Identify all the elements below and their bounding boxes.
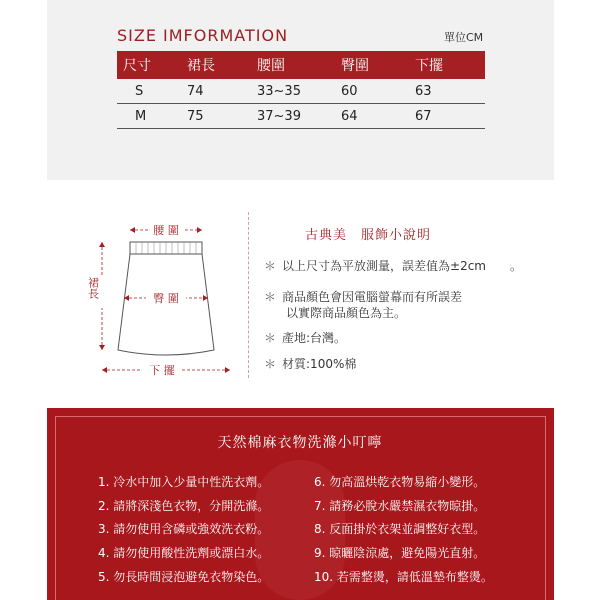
size-table-header: 裙長 <box>187 51 257 79</box>
size-unit-label: 單位CM <box>444 31 484 44</box>
table-cell: 74 <box>187 79 257 104</box>
care-item: 7. 請務必脫水嚴禁濕衣物晾掛。 <box>314 499 486 513</box>
care-item: 4. 請勿使用酸性洗劑或漂白水。 <box>98 546 270 560</box>
asterisk-icon: ＊ <box>264 331 277 345</box>
table-cell: 64 <box>341 104 415 129</box>
care-item: 9. 晾曬陰涼處，避免陽光直射。 <box>314 546 486 560</box>
table-cell: 75 <box>187 104 257 129</box>
size-table-header-row <box>117 51 485 79</box>
size-table-header: 臀圍 <box>341 51 415 79</box>
size-info-title: SIZE IMFORMATION <box>117 26 289 45</box>
table-cell: 37~39 <box>257 104 341 129</box>
hem-label: 下 擺 <box>149 364 175 377</box>
length-label: 裙長 <box>86 277 100 299</box>
notes-title: 古典美 服飾小說明 <box>305 228 432 243</box>
hip-label: 臀 圍 <box>153 292 179 305</box>
size-table-header: 尺寸 <box>117 51 187 79</box>
table-cell: 33~35 <box>257 79 341 104</box>
divider <box>248 212 250 378</box>
size-table <box>117 51 485 129</box>
care-title: 天然棉麻衣物洗滌小叮嚀 <box>217 435 383 451</box>
care-item: 3. 請勿使用含磷或強效洗衣粉。 <box>98 522 270 536</box>
table-row <box>117 79 485 104</box>
care-item: 2. 請將深淺色衣物，分開洗滌。 <box>98 499 270 513</box>
skirt-measurement-diagram <box>80 210 250 380</box>
note-item: ＊ 商品顏色會因電腦螢幕而有所誤差 以實際商品顏色為主。 <box>264 290 463 320</box>
note-item: ＊ 產地:台灣。 <box>264 331 347 345</box>
table-cell-size: M <box>117 104 187 129</box>
table-cell: 63 <box>415 79 485 104</box>
table-cell: 67 <box>415 104 485 129</box>
size-table-header: 腰圍 <box>257 51 341 79</box>
waist-label: 腰 圍 <box>153 224 179 237</box>
table-cell-size: S <box>117 79 187 104</box>
care-item: 1. 冷水中加入少量中性洗衣劑。 <box>98 475 270 489</box>
asterisk-icon: ＊ <box>264 290 277 304</box>
table-row <box>117 104 485 129</box>
size-table-header: 下擺 <box>415 51 485 79</box>
care-item: 8. 反面掛於衣架並調整好衣型。 <box>314 522 486 536</box>
care-item: 6. 勿高溫烘乾衣物易縮小變形。 <box>314 475 486 489</box>
note-item: ＊ 以上尺寸為平放測量，誤差值為±2cm 。 <box>264 259 522 273</box>
note-item: ＊ 材質:100%棉 <box>264 357 357 371</box>
asterisk-icon: ＊ <box>264 259 277 273</box>
asterisk-icon: ＊ <box>264 357 277 371</box>
care-item: 10. 若需整燙，請低溫墊布整燙。 <box>314 570 493 584</box>
care-item: 5. 勿長時間浸泡避免衣物染色。 <box>98 570 270 584</box>
table-cell: 60 <box>341 79 415 104</box>
